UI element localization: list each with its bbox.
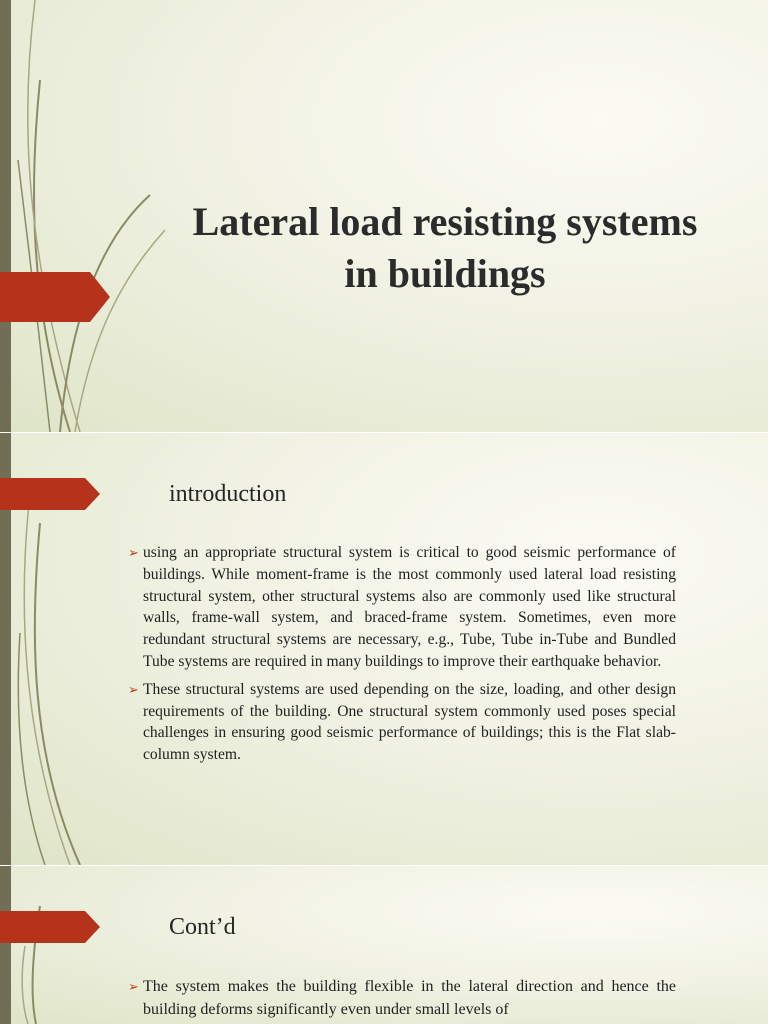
- slide-introduction: [0, 433, 768, 865]
- slide-title: [0, 0, 768, 432]
- title-line-1: Lateral load resisting systems: [192, 199, 698, 244]
- accent-arrow-tab: [0, 911, 100, 943]
- slide-contd: [0, 866, 768, 1024]
- bullet-arrow-icon: ➢: [128, 979, 139, 994]
- bullet-text: These structural systems are used depending on the size, loading, and other design requirements of the building. One structural system commonly used poses special challenges in ensuring good seismic performance of buildings; this is the Flat slab-column system.: [143, 680, 676, 764]
- slide-heading: introduction: [169, 481, 287, 507]
- bullet-item: [128, 679, 676, 766]
- slide-title-text: [150, 196, 740, 300]
- bullet-arrow-icon: ➢: [128, 545, 139, 560]
- accent-arrow-tab: [0, 478, 100, 510]
- bullet-item: [128, 542, 676, 673]
- bullet-list: [128, 542, 676, 772]
- bullet-text: The system makes the building flexible in the lateral direction and hence the building deforms significantly even under small levels of: [143, 978, 676, 1018]
- bullet-item: [128, 975, 676, 1021]
- bullet-arrow-icon: ➢: [128, 681, 139, 697]
- slide-heading: Cont’d: [169, 914, 236, 940]
- bullet-text: using an appropriate structural system is critical to good seismic performance of buildings. While moment-frame is the most commonly used lateral load resisting structural system, other structural systems also are commonly used like structural walls, frame-wall system, and braced-frame system. Sometimes, even more redundant structural systems are necessary, e.g., Tube, Tube in-Tube and Bundled Tube systems are required in many buildings to improve their earthquake behavior.: [143, 544, 676, 670]
- accent-arrow-tab: [0, 272, 110, 322]
- bullet-list: [128, 975, 676, 1024]
- title-line-2: in buildings: [344, 251, 546, 296]
